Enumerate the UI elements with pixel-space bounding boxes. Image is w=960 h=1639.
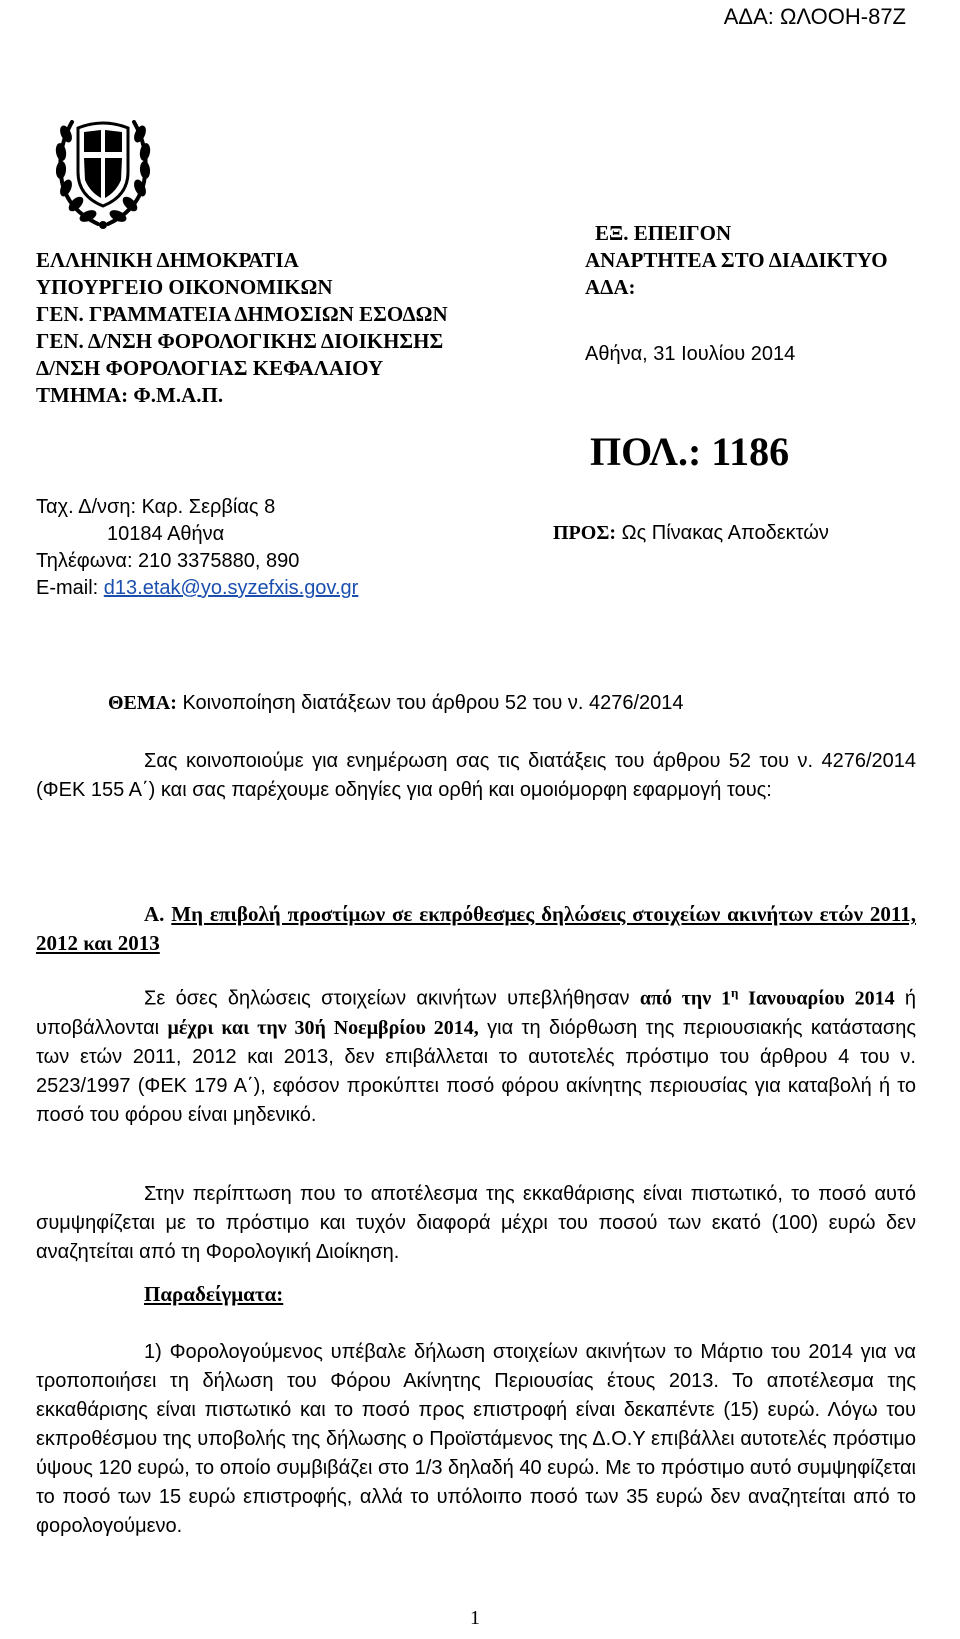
sender-block (36, 247, 448, 409)
publish-status: ΑΝΑΡΤΗΤΕΑ ΣΤΟ ΔΙΑΔΙΚΤΥΟ (585, 248, 888, 272)
para1-bold: μέχρι και την 30ή Νοεμβρίου 2014, (167, 1016, 479, 1039)
phone-numbers: Τηλέφωνα: 210 3375880, 890 (36, 550, 300, 572)
recipients-value: Ως Πίνακας Αποδεκτών (616, 522, 829, 544)
sender-line: ΕΛΛΗΝΙΚΗ ΔΗΜΟΚΡΑΤΙΑ (36, 248, 299, 272)
section-a-title: Μη επιβολή προστίμων σε εκπρόθεσμες δηλώσεις στοιχείων ακινήτων ετών 2011, 2012 και 2013 (36, 902, 916, 955)
example-1 (36, 1338, 916, 1541)
sender-line: Δ/ΝΣΗ ΦΟΡΟΛΟΓΙΑΣ ΚΕΦΑΛΑΙΟΥ (36, 356, 384, 380)
sender-line: ΓΕΝ. ΓΡΑΜΜΑΤΕΙΑ ΔΗΜΟΣΙΩΝ ΕΣΟΔΩΝ (36, 302, 448, 326)
para1-text: ή υποβάλλονται (36, 987, 917, 1039)
document-date: Αθήνα, 31 Ιουλίου 2014 (585, 343, 796, 365)
para1-text: Σε όσες δηλώσεις στοιχείων ακινήτων υπεβλήθησαν (144, 987, 640, 1010)
page-number: 1 (470, 1607, 480, 1629)
postal-city: 10184 Αθήνα (107, 523, 225, 545)
section-a-heading (36, 900, 916, 958)
examples-heading: Παραδείγματα: (144, 1282, 284, 1306)
para1-sup: η (730, 985, 739, 1000)
para1-bold: Ιανουαρίου 2014 (738, 987, 895, 1010)
email-line (36, 575, 358, 602)
paragraph-2 (36, 1180, 916, 1267)
ada-header: ΑΔΑ: ΩΛΟΟΗ-87Ζ (723, 4, 906, 29)
subject-value: Κοινοποίηση διατάξεων του άρθρου 52 του ν. 4276/2014 (176, 692, 684, 714)
recipients-line (553, 522, 829, 545)
status-block (585, 220, 888, 301)
ada-label: ΑΔΑ: (585, 275, 636, 299)
section-a-prefix: Α. (144, 902, 172, 926)
subject-line (108, 692, 684, 715)
email-label: E-mail: (36, 577, 104, 599)
paragraph-1 (36, 978, 916, 1130)
email-link[interactable]: d13.etak@yo.syzefxis.gov.gr (103, 577, 359, 599)
pol-number: ΠΟΛ.: 1186 (590, 429, 790, 474)
subject-label: ΘΕΜΑ: (108, 692, 177, 714)
sender-line: ΓΕΝ. Δ/ΝΣΗ ΦΟΡΟΛΟΓΙΚΗΣ ΔΙΟΙΚΗΣΗΣ (36, 329, 444, 353)
para2-text: Στην περίπτωση που το αποτέλεσμα της εκκαθάρισης είναι πιστωτικό, το ποσό αυτό συμψηφίζεται με το πρόστιμο και τυχόν διαφορά μέχρι του ποσού των εκατό (100) ευρώ δεν αναζητείται από τη Φορολογική Διοίκηση. (36, 1183, 916, 1263)
urgency-status: ΕΞ. ΕΠΕΙΓΟΝ (595, 221, 732, 245)
contact-block (36, 494, 358, 602)
example1-text: 1) Φορολογούμενος υπέβαλε δήλωση στοιχείων ακινήτων το Μάρτιο του 2014 για να τροποποιήσει τη δήλωση του Φόρου Ακίνητης Περιουσίας έτους 2013. Το αποτέλεσμα της εκκαθάρισης είναι πιστωτικό και το ποσό προς επιστροφή είναι δεκαπέντε (15) ευρώ. Λόγω του εκπροθέσμου της υποβολής της δήλωσης ο Προϊστάμενος της Δ.Ο.Υ επιβάλλει αυτοτελές πρόστιμο ύψους 120 ευρώ, το οποίο συμβιβάζει στο 1/3 δηλαδή 40 ευρώ. Με το πρόστιμο αυτό συμψηφίζεται το ποσό των 15 ευρώ επιστροφής, αλλά το υπόλοιπο ποσό των 35 ευρώ δεν αναζητείται από το φορολογούμενο. (36, 1341, 916, 1537)
sender-line: ΤΜΗΜΑ: Φ.Μ.Α.Π. (36, 383, 224, 407)
postal-address: Ταχ. Δ/νση: Καρ. Σερβίας 8 (36, 496, 276, 518)
greek-coat-of-arms-icon (52, 110, 154, 232)
sender-line: ΥΠΟΥΡΓΕΙΟ ΟΙΚΟΝΟΜΙΚΩΝ (36, 275, 333, 299)
intro-paragraph (36, 747, 916, 805)
para1-text: για τη διόρθωση της περιουσιακής κατάστασης των ετών 2011, 2012 και 2013, δεν επιβάλλεται το αυτοτελές πρόστιμο του άρθρου 4 του ν. 2523/1997 (ΦΕΚ 179 Α΄), εφόσον προκύπτει ποσό φόρου ακίνητης περιουσίας για καταβολή ή το ποσό του φόρου είναι μηδενικό. (36, 1016, 916, 1126)
para1-bold: από την 1 (639, 987, 731, 1010)
recipients-label: ΠΡΟΣ: (553, 522, 617, 544)
intro-text: Σας κοινοποιούμε για ενημέρωση σας τις διατάξεις του άρθρου 52 του ν. 4276/2014 (ΦΕΚ 155 Α΄) και σας παρέχουμε οδηγίες για ορθή και ομοιόμορφη εφαρμογή τους: (36, 750, 916, 801)
